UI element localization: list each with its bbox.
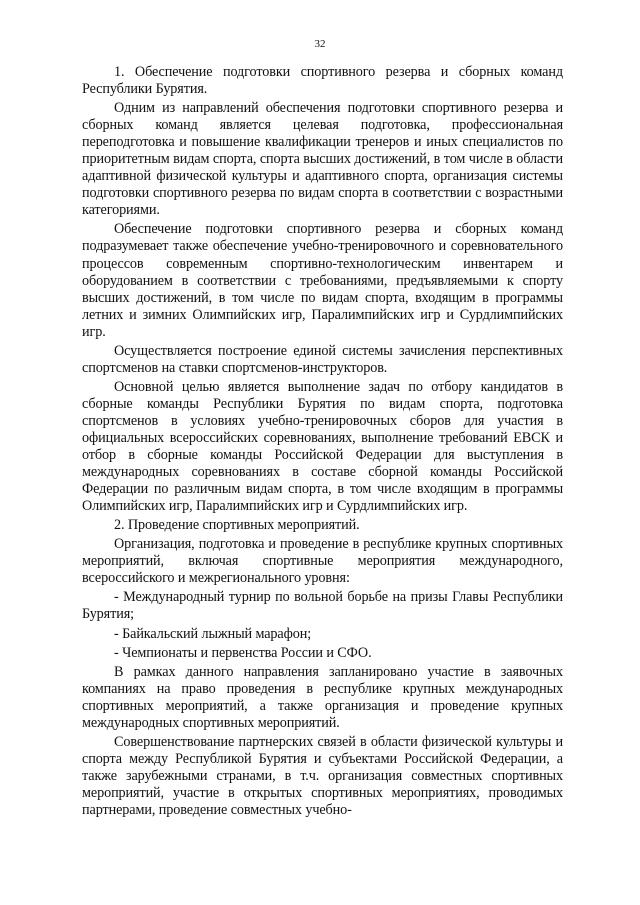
page-number: 32 (314, 38, 326, 50)
paragraph-main-goal: Основной целью является выполнение задач по отбору кандидатов в сборные команды Республики Бурятия по видам спорта, подготовка спортсменов в условиях учебно-тренировочных сборов для участия в официальных всероссийских соревнованиях, выполнение требований ЕВСК и отбор в сборные команды Российской Федерации для выступления в международных соревнованиях в составе сборной команды Российской Федерации по различным видам спорта, в том числе входящим в программы Олимпийских игр, Паралимпийских игр и Сурдлимпийских игр. (82, 378, 563, 515)
paragraph-section-1-heading: 1. Обеспечение подготовки спортивного резерва и сборных команд Республики Бурятия. (82, 64, 563, 98)
document-body (82, 64, 563, 821)
paragraph-training: Одним из направлений обеспечения подготовки спортивного резерва и сборных команд является целевая подготовка, профессиональная переподготовка и повышение квалификации тренеров и иных специалистов по приоритетным видам спорта, спорта высших достижений, в том числе в области адаптивной физической культуры и адаптивного спорта, организация системы подготовки спортивного резерва по видам спорта в соответствии с возрастными категориями. (82, 100, 563, 219)
paragraph-equipment: Обеспечение подготовки спортивного резерва и сборных команд подразумевает также обеспечение учебно-тренировочного и соревновательного процессов современным спортивно-технологическим инвентарем и оборудованием в соответствии с требованиями, предъявляемыми к спорту высших достижений, в том числе по видам спорта, входящим в программы летних и зимних Олимпийских игр, Паралимпийских игр и Сурдлимпийских игр. (82, 221, 563, 340)
paragraph-partnerships: Совершенствование партнерских связей в области физической культуры и спорта между Республикой Бурятия и субъектами Российской Федерации, а также зарубежными странами, в т.ч. организация совместных спортивных мероприятий, участие в открытых спортивных мероприятиях, проводимых партнерами, проведение совместных учебно- (82, 733, 563, 818)
paragraph-instructors: Осуществляется построение единой системы зачисления перспективных спортсменов на ставки спортсменов-инструкторов. (82, 342, 563, 376)
list-item-championships: - Чемпионаты и первенства России и СФО. (114, 644, 372, 661)
list-item-wrestling: - Международный турнир по вольной борьбе на призы Главы Республики Бурятия; (82, 589, 563, 623)
paragraph-section-2-heading: 2. Проведение спортивных мероприятий. (114, 517, 360, 534)
list-item-marathon: - Байкальский лыжный марафон; (114, 625, 312, 642)
paragraph-organization: Организация, подготовка и проведение в республике крупных спортивных мероприятий, включая спортивные мероприятия международного, всероссийского и межрегионального уровня: (82, 536, 563, 587)
paragraph-bids: В рамках данного направления запланировано участие в заявочных компаниях на право проведения в республике крупных международных спортивных мероприятий, а также организация и проведение крупных международных спортивных мероприятий. (82, 663, 563, 731)
